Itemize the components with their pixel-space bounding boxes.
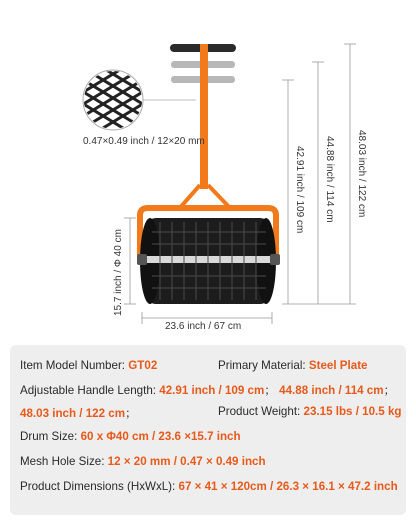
handle-length-high-dimension: 48.03 inch / 122 cm — [356, 130, 367, 218]
spec-material: Primary Material: Steel Plate — [218, 359, 368, 372]
spec-model: Item Model Number: GT02 — [20, 359, 158, 372]
mesh-drum — [137, 218, 280, 304]
spec-weight: Product Weight: 23.15 lbs / 10.5 kg — [218, 405, 402, 418]
handle-length-mid-dimension: 44.88 inch / 114 cm — [324, 136, 335, 223]
width-dimension: 23.6 inch / 67 cm — [165, 321, 242, 332]
spec-product-dimensions: Product Dimensions (HxWxL): 67 × 41 × 120cm / 26.3 × 16.1 × 47.2 inch — [20, 480, 398, 493]
spec-drum-size: Drum Size: 60 x Φ40 cm / 23.6 ×15.7 inch — [20, 430, 241, 443]
spec-panel — [10, 345, 406, 515]
handle-pole — [200, 44, 208, 189]
spec-handle-length: Adjustable Handle Length: 42.91 inch / 109 cm； 44.88 inch / 114 cm； — [20, 384, 396, 397]
drum-height-dimension: 15.7 inch / Φ 40 cm — [113, 229, 124, 316]
spec-mesh-size: Mesh Hole Size: 12 × 20 mm / 0.47 × 0.49 inch — [20, 455, 266, 468]
spec-handle-length-cont: 48.03 inch / 122 cm； — [20, 407, 137, 420]
handle-length-low-dimension: 42.91 inch / 109 cm — [294, 146, 305, 234]
mesh-hole-dimension: 0.47×0.49 inch / 12×20 mm — [83, 136, 205, 147]
